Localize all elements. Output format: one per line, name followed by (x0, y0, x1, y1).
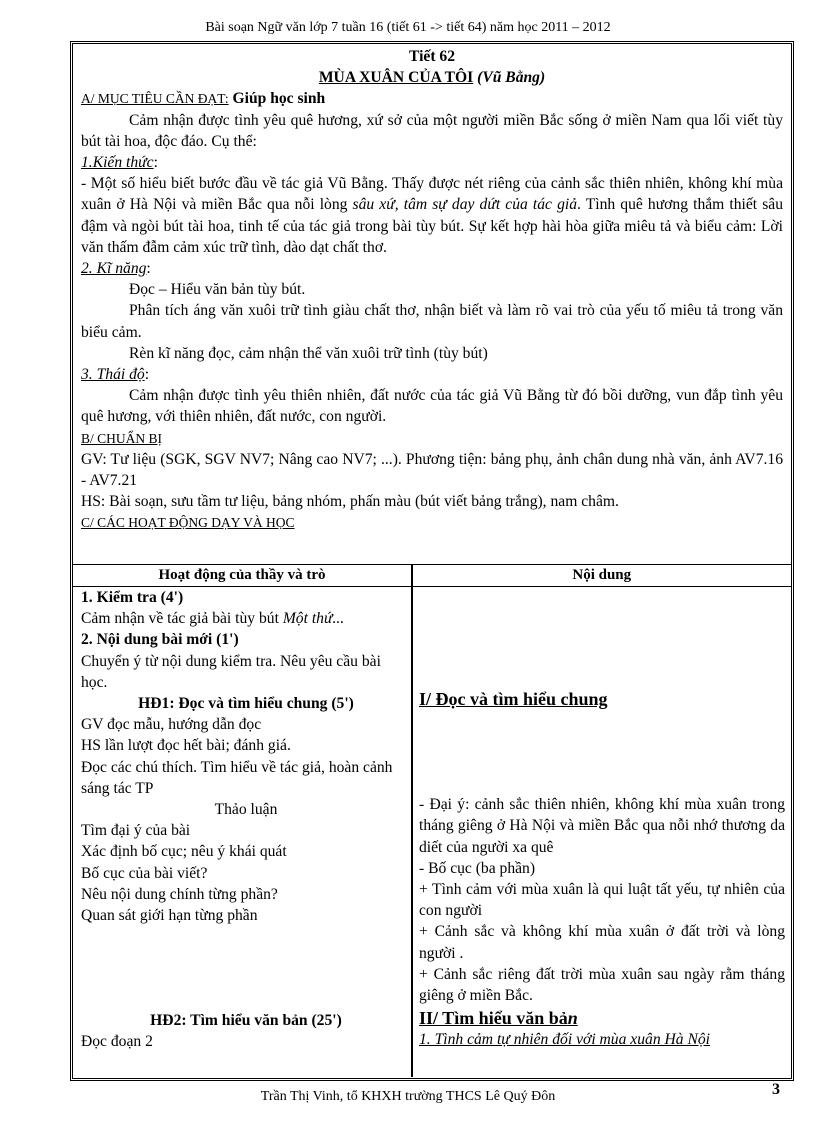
attitude-label: 3. Thái độ (81, 366, 145, 384)
table-header (73, 565, 791, 587)
knowledge-text-a: - Một số hiểu biết bước đầu về tác giả Vũ Bằng. Thấy được nét riêng của cảnh sắc thiên nhiên, không khí mùa xuân ở Hà Nội và miền Bắc qua nỗi lòng (81, 175, 783, 214)
knowledge-text (81, 173, 783, 258)
right-line-3: + Tình cảm với mùa xuân là qui luật tất yếu, tự nhiên của con người (419, 881, 785, 920)
right-heading-2 (419, 1008, 785, 1029)
right-line-5: + Cảnh sắc riêng đất trời mùa xuân sau ngày rằm tháng giêng ở miền Bắc. (419, 965, 785, 1005)
left-line-10: Đọc đoạn 2 (81, 1033, 153, 1051)
col-left-header: Hoạt động của thầy và trò (158, 567, 326, 583)
page-number: 3 (772, 1081, 780, 1098)
right-heading-1: I/ Đọc và tìm hiểu chung (419, 689, 608, 709)
left-line-3: Đọc các chú thích. Tìm hiểu về tác giả, hoàn cảnh sáng tác TP (81, 758, 393, 797)
check-line-italic: Một thứ... (282, 610, 345, 628)
check-line (81, 608, 411, 629)
right-line-4: + Cảnh sắc và không khí mùa xuân ở đất trời và lòng người . (419, 923, 785, 962)
left-line-7: Bố cục của bài viết? (81, 864, 208, 882)
hd2-heading: HĐ2: Tìm hiểu văn bản (25') (150, 1012, 342, 1030)
left-line-2: HS lần lượt đọc hết bài; đánh giá. (81, 737, 291, 755)
title-main: MÙA XUÂN CỦA TÔI (318, 69, 474, 87)
knowledge-text-b: . Tình quê hương thắm thiết sâu đậm và ngòi bút tài hoa, tinh tế của tác giả trong bài tùy bút. Sự kết hợp hài hòa giữa miêu tả và biểu cảm: Lời văn thấm đẫm cảm xúc trữ tình, dào dạt chất thơ. (81, 196, 784, 256)
left-line-8: Nêu nội dung chính từng phần? (81, 885, 278, 903)
section-a-tail: Giúp học sinh (232, 90, 326, 108)
left-line-5: Tìm đại ý của bài (81, 822, 191, 840)
section-c-label: C/ CÁC HOẠT ĐỘNG DẠY VÀ HỌC (81, 515, 295, 531)
new-content-line: Chuyển ý từ nội dung kiểm tra. Nêu yêu cầu bài học. (81, 652, 381, 691)
attitude-1: Cảm nhận được tình yêu thiên nhiên, đất nước của tác giả Vũ Bằng từ đó bồi dưỡng, vun đắp tình yêu quê hương, với thiên nhiên, đất nước, con người. (81, 387, 783, 426)
teacher-prep: GV: Tư liệu (SGK, SGV NV7; Nâng cao NV7; ...). Phương tiện: bảng phụ, ảnh chân dung nhà văn, ảnh AV7.16 - AV7.21 (81, 450, 783, 490)
page-footer: Trần Thị Vinh, tổ KHXH trường THCS Lê Quý Đôn (260, 1089, 556, 1104)
left-line-4: Thảo luận (214, 801, 278, 819)
left-line-1: GV đọc mẫu, hướng dẫn đọc (81, 716, 262, 734)
section-c (81, 512, 783, 533)
section-a-label: A/ MỤC TIÊU CẦN ĐẠT: (81, 91, 229, 107)
right-line-2: - Bố cục (ba phần) (419, 859, 536, 877)
intro-text: Cảm nhận được tình yêu quê hương, xứ sở của một người miền Bắc sống ở miền Nam qua lối viết tùy bút tài hoa, độc đáo. Cụ thể: (81, 111, 783, 150)
col-right-header: Nội dung (572, 567, 632, 583)
lesson-top (73, 44, 791, 534)
page-header: Bài soạn Ngữ văn lớp 7 tuần 16 (tiết 61 -> tiết 64) năm học 2011 – 2012 (205, 20, 611, 35)
skills-heading: 2. Kĩ năng: (81, 260, 151, 278)
section-a (81, 88, 783, 109)
section-b (81, 428, 783, 449)
lesson-frame (70, 41, 794, 1081)
check-heading: 1. Kiểm tra (4') (81, 589, 184, 606)
section-b-label: B/ CHUẨN BỊ (81, 430, 163, 446)
lesson-title (81, 67, 783, 88)
knowledge-italic: sâu xứ, tâm sự day dứt của tác giả (352, 196, 577, 214)
student-prep: HS: Bài soạn, sưu tầm tư liệu, bảng nhóm, phấn màu (bút viết bảng trắng), nam châm. (81, 493, 619, 511)
skills-3: Rèn kĩ năng đọc, cảm nhận thể văn xuôi trữ tình (tùy bút) (129, 344, 488, 362)
activity-table (73, 564, 791, 1051)
left-line-6: Xác định bố cục; nêu ý khái quát (81, 843, 287, 861)
skills-2: Phân tích áng văn xuôi trữ tình giàu chất thơ, nhận biết và làm rõ vai trò của yếu tố miêu tả trong văn biểu cảm. (81, 302, 783, 341)
skills-label: 2. Kĩ năng (81, 260, 147, 278)
right-heading-2-text: II/ Tìm hiểu văn bả (419, 1008, 568, 1029)
knowledge-heading: 1.Kiến thức: (81, 154, 158, 172)
check-line-text: Cảm nhận về tác giả bài tùy bút (81, 610, 283, 628)
right-heading-2-n: n (567, 1008, 578, 1029)
attitude-heading: 3. Thái độ: (81, 366, 150, 384)
new-content-heading: 2. Nội dung bài mới (1') (81, 631, 239, 649)
knowledge-label: 1.Kiến thức (81, 154, 154, 172)
lesson-number: Tiết 62 (408, 48, 456, 65)
column-divider (411, 565, 413, 1077)
activities-column (73, 587, 411, 1053)
content-column (415, 587, 789, 1051)
left-line-9: Quan sát giới hạn từng phần (81, 907, 258, 925)
right-line-6: 1. Tình cảm tự nhiên đối với mùa xuân Hà Nội (419, 1031, 710, 1049)
title-author: (Vũ Bằng) (477, 69, 546, 87)
skills-1: Đọc – Hiểu văn bản tùy bút. (129, 281, 306, 299)
right-line-1: - Đại ý: cảnh sắc thiên nhiên, không khí mùa xuân trong tháng giêng ở Hà Nội và miền Bắc qua nỗi nhớ thương da diết của người xa quê (419, 796, 785, 856)
hd1-heading: HĐ1: Đọc và tìm hiểu chung (5') (138, 695, 354, 713)
